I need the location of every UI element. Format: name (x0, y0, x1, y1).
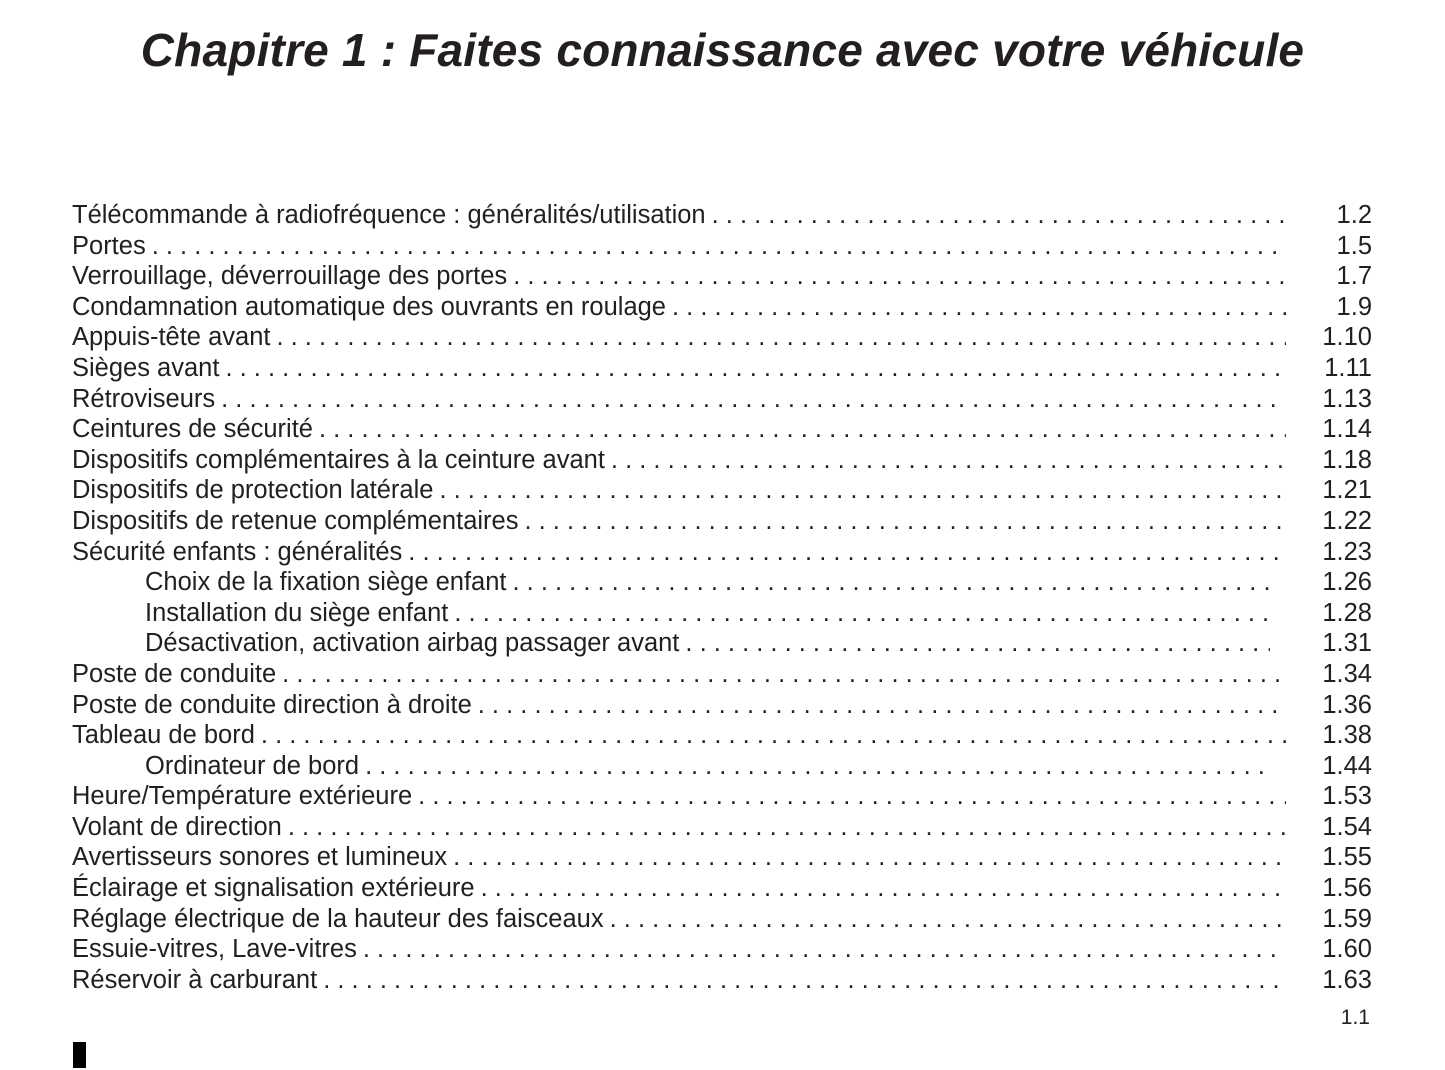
toc-entry-label: Choix de la fixation siège enfant (145, 568, 507, 597)
toc-entry-page: 1.23 (1322, 537, 1372, 566)
toc-entry-page: 1.21 (1322, 476, 1372, 505)
toc-entry-page: 1.26 (1322, 568, 1372, 597)
toc-entry-page: 1.56 (1322, 874, 1372, 903)
toc-entry-label: Sécurité enfants : généralités (72, 537, 403, 566)
toc-entry[interactable] (72, 445, 1372, 476)
toc-entry-label: Désactivation, activation airbag passager avant (145, 629, 680, 658)
dot-leader (288, 812, 1286, 843)
toc-entry-label: Télécommande à radiofréquence : généralités/utilisation (72, 201, 706, 229)
dot-leader (439, 475, 1286, 506)
toc-entry-page: 1.34 (1322, 659, 1372, 688)
dot-leader (685, 628, 1270, 659)
toc-entry-label: Tableau de bord (72, 721, 255, 750)
toc-entry-label: Dispositifs complémentaires à la ceinture avant (72, 445, 605, 474)
toc-entry-page: 1.18 (1322, 445, 1372, 474)
toc-entry[interactable] (72, 322, 1372, 353)
page-title: Chapitre 1 : Faites connaissance avec votre véhicule (140, 24, 1305, 76)
toc-entry-label: Réglage électrique de la hauteur des faisceaux (72, 904, 604, 933)
toc-entry-page: 1.10 (1322, 323, 1372, 352)
dot-leader (282, 659, 1286, 690)
toc-entry-page: 1.11 (1324, 353, 1372, 382)
dot-leader (319, 414, 1286, 445)
toc-entry-label: Verrouillage, déverrouillage des portes (72, 262, 508, 291)
toc-entry-label: Portes (72, 231, 146, 260)
toc-entry[interactable] (72, 904, 1372, 935)
table-of-contents (72, 200, 1372, 995)
dot-leader (512, 567, 1270, 598)
toc-entry-label: Installation du siège enfant (145, 598, 449, 627)
dot-leader (276, 322, 1286, 353)
toc-subentry[interactable] (72, 751, 1372, 782)
toc-entry-label: Poste de conduite direction à droite (72, 690, 472, 719)
dot-leader (418, 781, 1286, 812)
print-registration-mark (73, 1042, 86, 1068)
toc-entry-label: Volant de direction (72, 812, 282, 841)
toc-entry[interactable] (72, 292, 1372, 323)
toc-entry[interactable] (72, 261, 1372, 292)
toc-entry[interactable] (72, 475, 1372, 506)
dot-leader (712, 200, 1286, 231)
toc-entry-page: 1.28 (1322, 598, 1372, 627)
page-number: 1.1 (1340, 1006, 1370, 1029)
toc-entry[interactable] (72, 414, 1372, 445)
toc-entry-page: 1.2 (1336, 201, 1372, 229)
toc-entry[interactable] (72, 781, 1372, 812)
toc-entry-page: 1.60 (1322, 935, 1372, 964)
toc-entry-label: Ceintures de sécurité (72, 415, 313, 444)
dot-leader (152, 231, 1286, 262)
toc-entry-label: Dispositifs de retenue complémentaires (72, 506, 519, 535)
toc-entry-page: 1.55 (1322, 843, 1372, 872)
dot-leader (610, 904, 1286, 935)
toc-entry-label: Éclairage et signalisation extérieure (72, 874, 475, 903)
toc-entry[interactable] (72, 873, 1372, 904)
toc-entry-label: Réservoir à carburant (72, 965, 318, 994)
dot-leader (323, 965, 1286, 996)
toc-entry-page: 1.36 (1322, 690, 1372, 719)
toc-entry-page: 1.22 (1322, 506, 1372, 535)
dot-leader (524, 506, 1286, 537)
toc-entry-label: Poste de conduite (72, 659, 277, 688)
toc-entry[interactable] (72, 353, 1372, 384)
toc-entry-label: Ordinateur de bord (145, 751, 360, 780)
toc-entry-page: 1.31 (1322, 629, 1372, 658)
toc-entry[interactable] (72, 231, 1372, 262)
dot-leader (453, 842, 1286, 873)
toc-entry-label: Appuis-tête avant (72, 323, 271, 352)
dot-leader (611, 445, 1286, 476)
dot-leader (221, 384, 1286, 415)
toc-entry-page: 1.7 (1336, 262, 1372, 291)
toc-entry[interactable] (72, 812, 1372, 843)
toc-entry[interactable] (72, 200, 1372, 231)
toc-entry[interactable] (72, 690, 1372, 721)
dot-leader (672, 292, 1286, 323)
toc-entry-page: 1.38 (1322, 721, 1372, 750)
toc-entry[interactable] (72, 720, 1372, 751)
dot-leader (478, 690, 1286, 721)
toc-entry-page: 1.5 (1336, 231, 1372, 260)
toc-entry-page: 1.63 (1322, 965, 1372, 994)
toc-entry[interactable] (72, 659, 1372, 690)
toc-entry[interactable] (72, 842, 1372, 873)
dot-leader (513, 261, 1286, 292)
toc-entry[interactable] (72, 537, 1372, 568)
toc-entry-label: Heure/Température extérieure (72, 782, 413, 811)
dot-leader (363, 934, 1286, 965)
dot-leader (454, 598, 1270, 629)
toc-entry[interactable] (72, 934, 1372, 965)
toc-entry-page: 1.9 (1336, 292, 1372, 321)
toc-entry-label: Sièges avant (72, 353, 220, 382)
toc-entry-label: Dispositifs de protection latérale (72, 476, 434, 505)
toc-entry-page: 1.59 (1322, 904, 1372, 933)
toc-entry-page: 1.14 (1322, 415, 1372, 444)
toc-entry-page: 1.53 (1322, 782, 1372, 811)
toc-entry-label: Avertisseurs sonores et lumineux (72, 843, 448, 872)
toc-entry[interactable] (72, 506, 1372, 537)
toc-entry-page: 1.44 (1322, 751, 1372, 780)
toc-entry[interactable] (72, 384, 1372, 415)
dot-leader (408, 537, 1286, 568)
toc-entry-page: 1.13 (1322, 384, 1372, 413)
toc-entry-label: Condamnation automatique des ouvrants en roulage (72, 292, 666, 321)
dot-leader (365, 751, 1270, 782)
dot-leader (261, 720, 1286, 751)
toc-subentry[interactable] (72, 598, 1372, 629)
toc-subentry[interactable] (72, 567, 1372, 598)
toc-entry-page: 1.54 (1322, 812, 1372, 841)
dot-leader (225, 353, 1286, 384)
toc-entry[interactable] (72, 965, 1372, 996)
dot-leader (481, 873, 1286, 904)
toc-entry-label: Essuie-vitres, Lave-vitres (72, 935, 357, 964)
toc-entry-label: Rétroviseurs (72, 384, 216, 413)
toc-subentry[interactable] (72, 628, 1372, 659)
